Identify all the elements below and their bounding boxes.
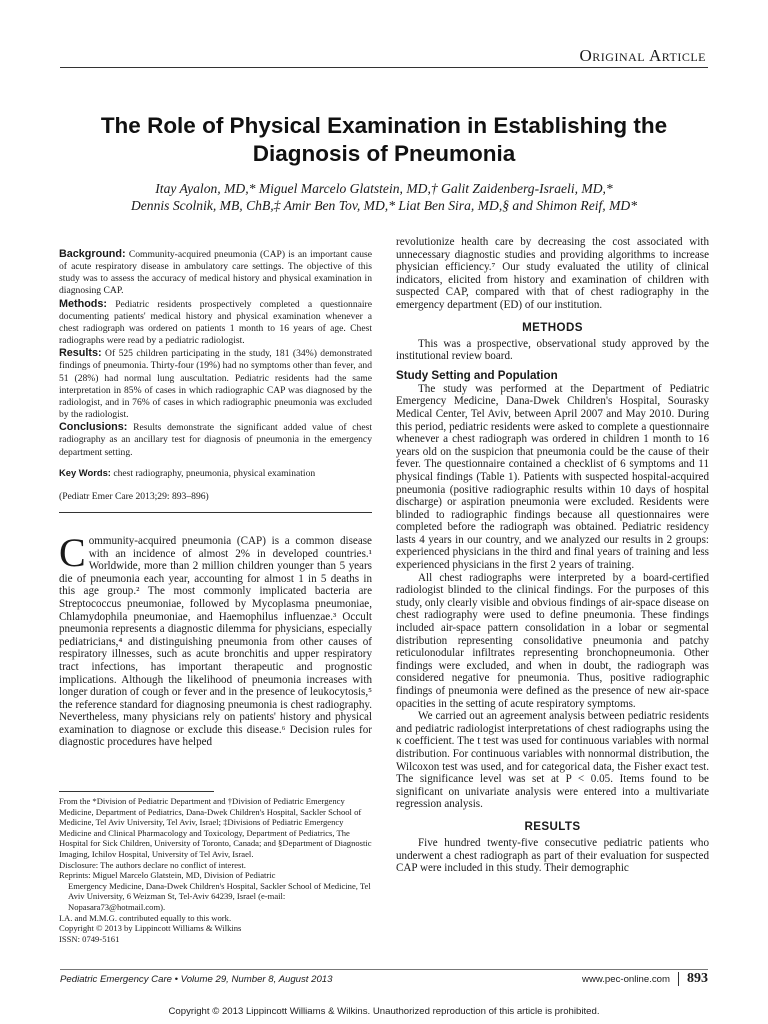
- background-text: Community-acquired pneumonia (CAP) is an important cause of acute respiratory disease in ambulatory care settings. The objective of this study was to assess the accuracy of medical history and physical examination in diagnosing CAP.: [59, 249, 372, 297]
- study-setting-heading: Study Setting and Population: [396, 368, 558, 382]
- abstract-methods: [59, 298, 372, 348]
- footer-right: [582, 971, 708, 987]
- introduction: [59, 529, 372, 749]
- keywords-text: chest radiography, pneumonia, physical examination: [113, 467, 316, 479]
- methods-label: Methods:: [59, 297, 107, 310]
- conclusions-label: Conclusions:: [59, 421, 128, 434]
- journal-info: Pediatric Emergency Care • Volume 29, Number 8, August 2013: [60, 974, 333, 985]
- keywords-label: Key Words:: [59, 466, 111, 478]
- keywords: [59, 467, 372, 480]
- background-label: Background:: [59, 248, 126, 260]
- methods-paragraph: This was a prospective, observational study approved by the institutional review board.: [396, 337, 709, 363]
- results-paragraph: Five hundred twenty-five consecutive pediatric patients who underwent a chest radiograph as part of their evaluation for suspected CAP were included in this study. Their demographic: [396, 836, 709, 875]
- intro-continued: revolutionize health care by decreasing the cost associated with unnecessary diagnostic studies and providing algorithms to increase physician efficiency.⁷ Our study evaluated the utility of clinical indicators, elicited from history and examination of children with suspected CAP, compared with that of chest radiography in the emergency department (ED) of our institution.: [396, 236, 709, 311]
- methods-text: Pediatric residents prospectively completed a questionnaire documenting patients' medical history and physical examination whenever a chest radiograph was ordered on patients 1 month to 16 years of age. Chest radiographs were read by a pediatric radiologist.: [59, 298, 372, 347]
- copyright-notice: Copyright © 2013 Lippincott Williams & Wilkins. Unauthorized reproduction of this article is prohibited.: [168, 1006, 600, 1017]
- authors-line-2: Dennis Scolnik, MB, ChB,‡ Amir Ben Tov, MD,* Liat Ben Sira, MD,§ and Shimon Reif, MD*: [130, 198, 638, 213]
- disclosure: Disclosure: The authors declare no conflict of interest.: [59, 859, 246, 870]
- reprints-line: Reprints: Miguel Marcelo Glatstein, MD, Division of Pediatric: [59, 870, 276, 881]
- journal-url[interactable]: www.pec-online.com: [582, 973, 670, 985]
- issn: ISSN: 0749-5161: [59, 933, 120, 944]
- footnote-divider: [59, 791, 214, 792]
- results-text: Of 525 children participating in the study, 181 (34%) demonstrated findings of pneumonia. Thirty-four (19%) had no symptoms other than fever, and 51 (28%) had normal lung auscultation. Pediatric residents had the same interpretation in 85% of cases in which radiographic CAP was diagnosed by the radiologist, and in 76% of cases in which radiographic pneumonia was excluded by the radiologist.: [59, 348, 372, 421]
- abstract-conclusions: [59, 421, 372, 458]
- left-column: [59, 248, 372, 749]
- header-divider: [60, 67, 708, 68]
- page-number: 893: [687, 971, 708, 986]
- article-title: The Role of Physical Examination in Establishing the Diagnosis of Pneumonia: [100, 113, 668, 166]
- study-paragraph-2: All chest radiographs were interpreted by a board-certified radiologist blinded to the clinical findings. For the purposes of this study, only clearly visible and obvious findings of air-space disease on chest radiography were used to define pneumonia. These findings included air-space pattern consolidation in a lobar or segmental distribution representing consolidative pneumonia and patchy reticulonodular infiltrates representing bronchopneumonia. Other findings were excluded, and when in doubt, the radiograph was considered negative for pneumonia. Thus, positive radiographic findings of pneumonia were defined as the presence of new air-space opacities in the setting of acute respiratory symptoms.: [396, 571, 710, 710]
- intro-text: ommunity-acquired pneumonia (CAP) is a common disease with an incidence of almost 2% in developed countries.¹ Worldwide, more than 2 million children younger than 5 years die of pneumonia each year, accounting for almost 1 in 5 deaths in this age group.² The most commonly implicated bacteria are Streptococcus pneumoniae, followed by Mycoplasma pneumoniae, Chlamydophila pneumoniae, and Haemophilus influenzae.³ Occult pneumonia represents a diagnostic dilemma for physicians, especially pediatricians,⁴ and distinguishing pneumonia from other causes of respiratory illnesses, such as acute bronchitis and upper respiratory tract infections, has important therapeutic and prognostic implications. Although the likelihood of pneumonia increases with longer duration of cough or fever and in the presence of leukocytosis,⁵ the reference standard for diagnosing pneumonia is chest radiography. Nevertheless, many physicians rely on patients' history and physical examination to diagnose or exclude this disease.⁶ Decision rules for diagnostic procedures have helped: [59, 534, 372, 749]
- results-heading: RESULTS: [524, 819, 581, 833]
- abstract: [59, 248, 372, 513]
- abstract-divider: [59, 512, 372, 513]
- citation: (Pediatr Emer Care 2013;29: 893–896): [59, 490, 209, 502]
- reprints-address: Emergency Medicine, Dana-Dwek Children's Hospital, Sackler School of Medicine, Tel Aviv University, 6 Weizman St, Tel-Aviv 64239, Israel (e-mail: Nopasara73@hotmail.com).: [68, 880, 371, 912]
- results-label: Results:: [59, 347, 102, 360]
- abstract-background: [59, 248, 372, 298]
- study-paragraph-3: We carried out an agreement analysis between pediatric residents and pediatric radiologist interpretations of chest radiographs using the κ coefficient. The t test was used for continuous variables with normal distribution. For continuous variables with nonnormal distribution, the Wilcoxon test was used, and for categorical data, the Fisher exact test. The significance level was set at P < 0.05. Items found to be significant on univariate analysis were entered into a multivariate regression analysis.: [396, 710, 709, 811]
- conclusions-text: Results demonstrate the significant added value of chest radiography as an ancillary test for diagnosis of pneumonia in the emergency department setting.: [59, 422, 372, 458]
- copyright-line: Copyright © 2013 by Lippincott Williams & Wilkins: [59, 923, 242, 934]
- section-label: Original Article: [579, 46, 706, 65]
- study-paragraph-1: The study was performed at the Department of Pediatric Emergency Medicine, Dana-Dwek Children's Hospital, Sourasky Medical Center, Tel Aviv, between April 2007 and May 2010. During this period, pediatric residents were asked to complete a questionnaire whenever a chest radiograph was ordered in children 1 month to 16 years old on the suspicion that pneumonia could be the cause of their fever. The questionnaire contained a checklist of 6 symptoms and 11 physical findings (Table 1). Patients with suspected hospital-acquired pneumonia (positive radiographic results within 10 days of hospital discharge) or aspiration pneumonia were excluded. Residents were blinded to radiographic findings because all questionnaires were completed before the radiograph was obtained. Pediatric residency lasts 4 years in our country, and we analyzed our results in 2 groups: experienced physicians in the third and final years of training and less experienced physicians in the first 2 years of training.: [396, 382, 709, 572]
- authors-line-1: Itay Ayalon, MD,* Miguel Marcelo Glatstein, MD,† Galit Zaidenberg-Israeli, MD,*: [155, 181, 613, 196]
- methods-heading: METHODS: [522, 320, 583, 334]
- drop-cap: C: [59, 529, 86, 575]
- footer-separator: [678, 972, 679, 986]
- affiliations: From the *Division of Pediatric Department and †Division of Pediatric Emergency Medicine, Department of Pediatrics, Dana-Dwek Children's Hospital, Sackler School of Medicine, Tel Aviv University, Tel Aviv, Israel; ‡Divisions of Pediatric Emergency Medicine and Clinical Pharmacology and Toxicology, Department of Pediatrics, The Hospital for Sick Children, University of Toronto, Canada; and §Department of Diagnostic Imaging, Ichilov Hospital, University of Tel Aviv, Israel.: [59, 796, 372, 859]
- footnotes: [59, 791, 372, 944]
- abstract-results: [59, 347, 372, 421]
- author-list: [60, 180, 708, 214]
- footer-divider: [60, 969, 708, 970]
- contribution-note: I.A. and M.M.G. contributed equally to this work.: [59, 912, 232, 923]
- right-column: [396, 236, 709, 875]
